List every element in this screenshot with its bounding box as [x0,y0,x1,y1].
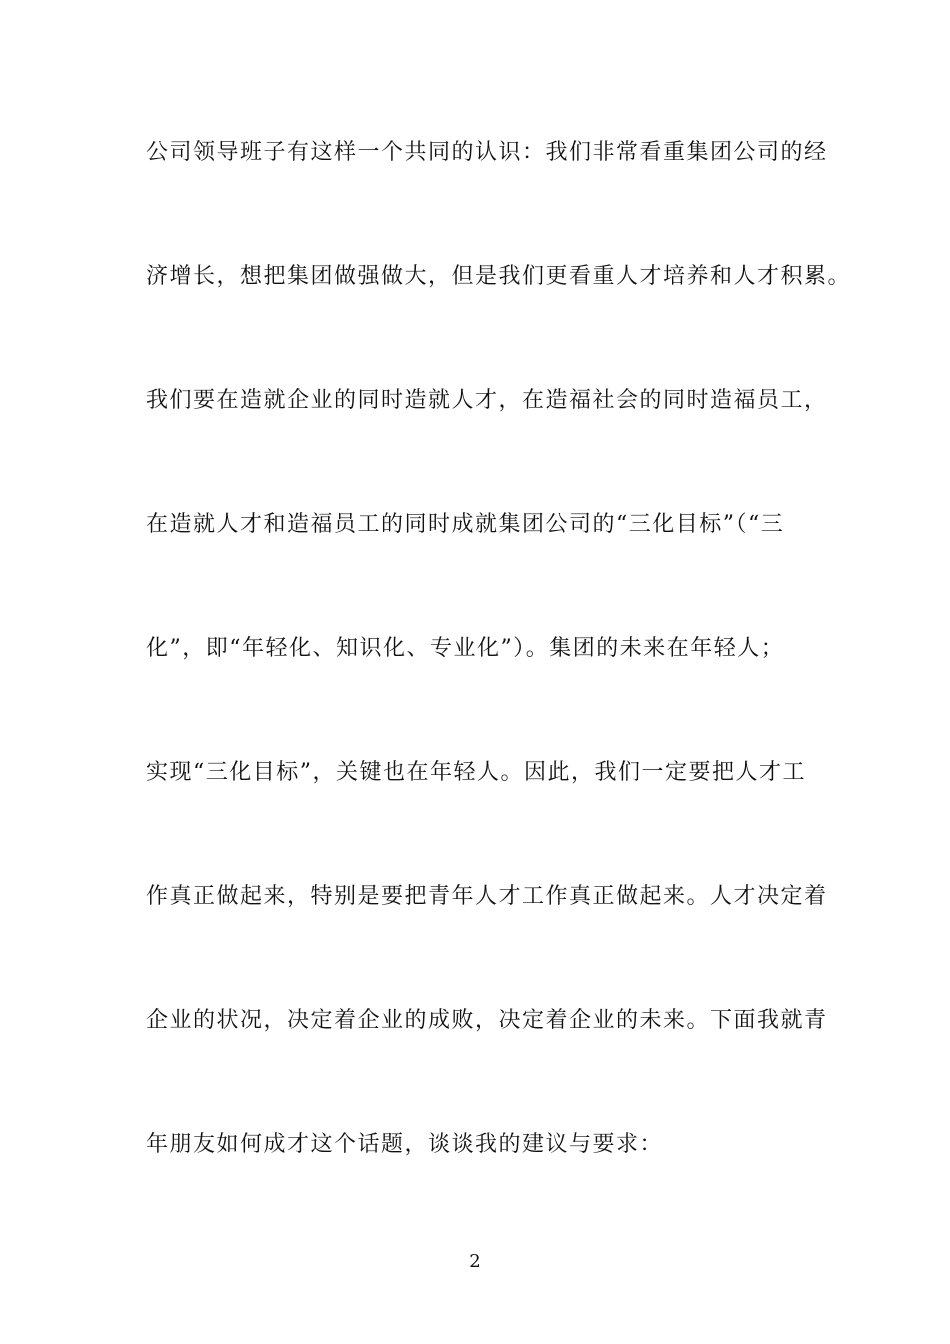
paragraph-line: 在造就人才和造福员工的同时成就集团公司的“三化目标”（“三 [146,512,785,537]
page-number: 2 [469,1251,481,1272]
paragraph-line: 公司领导班子有这样一个共同的认识：我们非常看重集团公司的经 [146,140,828,165]
paragraph-line: 实现“三化目标”，关键也在年轻人。因此，我们一定要把人才工 [146,760,806,785]
paragraph-line: 化”，即“年轻化、知识化、专业化”）。集团的未来在年轻人； [146,636,785,661]
paragraph-line: 济增长，想把集团做强做大，但是我们更看重人才培养和人才积累。 [146,264,852,289]
paragraph-line: 年朋友如何成才这个话题，谈谈我的建议与要求： [146,1132,664,1157]
paragraph-line: 我们要在造就企业的同时造就人才，在造福社会的同时造福员工， [146,388,828,413]
paragraph-line: 企业的状况，决定着企业的成败，决定着企业的未来。下面我就青 [146,1008,828,1033]
paragraph-line: 作真正做起来，特别是要把青年人才工作真正做起来。人才决定着 [146,884,828,909]
